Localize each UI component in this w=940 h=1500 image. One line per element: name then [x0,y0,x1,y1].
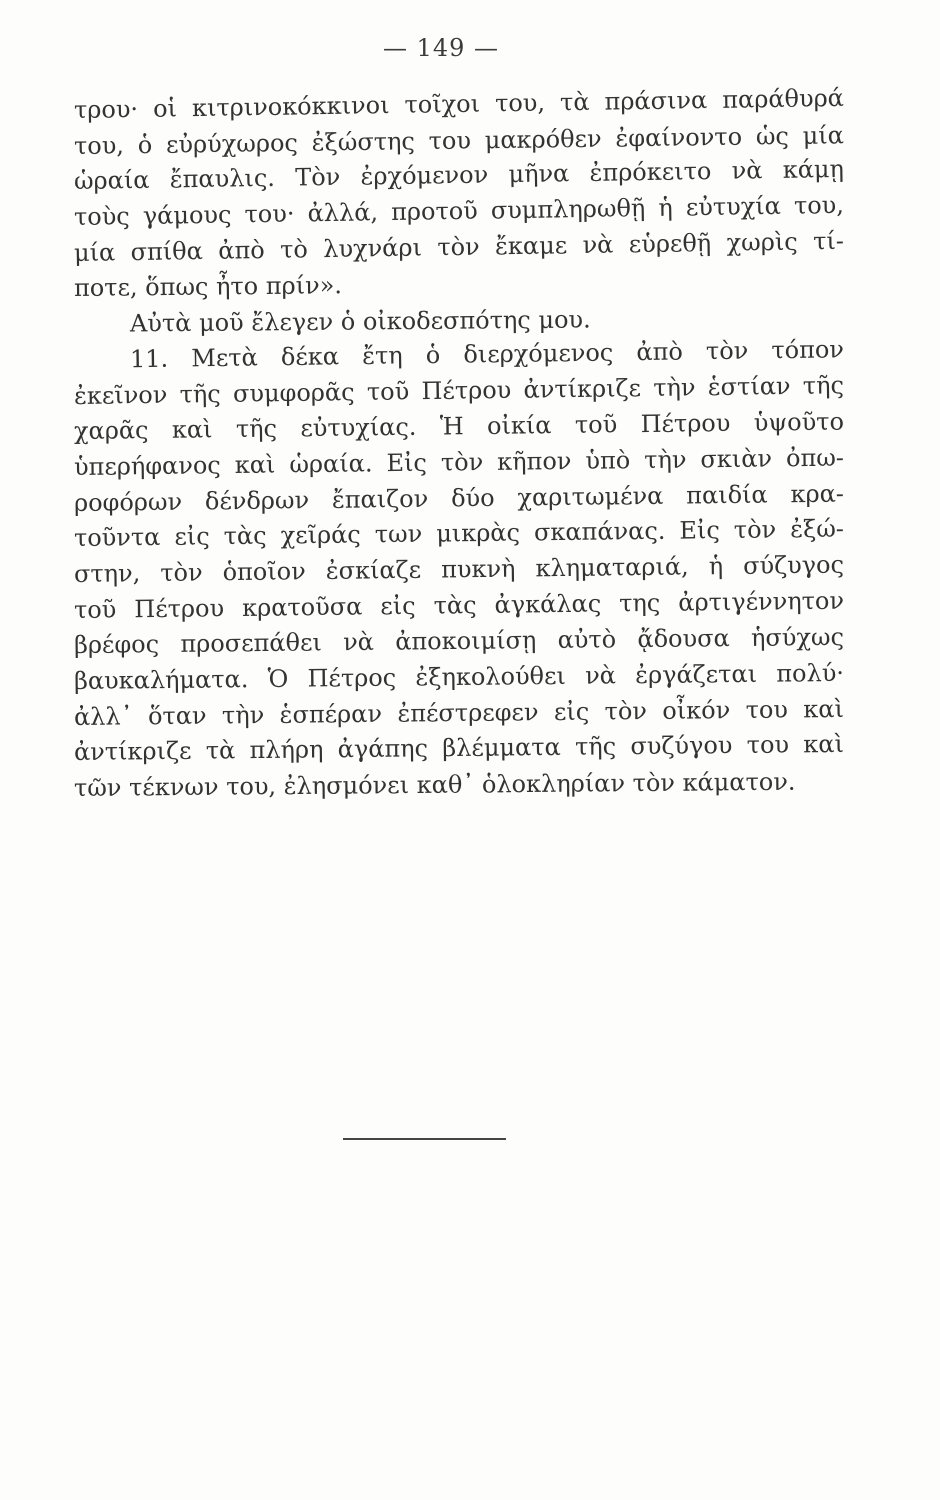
text-line: τοὺς γάμους του· ἀλλά, προτοῦ συμπληρωθῇ ἡ εὐτυχία του, [73,190,845,232]
text-line: τοῦ Πέτρου κρατοῦσα εἰς τὰς ἀγκάλας της ἀρτιγέννητον [73,586,845,624]
text-line: ἀλλ᾽ ὅταν τὴν ἑσπέραν ἐπέστρεφεν εἰς τὸν οἶκόν του καὶ [73,694,845,731]
body-text [73,83,845,807]
text-line: στην, τὸν ὁποῖον ἐσκίαζε πυκνὴ κληματαριά, ἡ σύζυγος [73,550,845,588]
text-line: βρέφος προσεπάθει νὰ ἀποκοιμίσῃ αὐτὸ ᾄδουσα ἡσύχως [73,623,845,660]
text-line: ποτε, ὅπως ἦτο πρίν». [73,271,343,303]
section-heading-line: 11. Μετὰ δέκα ἔτη ὁ διερχόμενος ἀπὸ τὸν τόπον [129,335,845,374]
text-line: ἀντίκριζε τὰ πλήρη ἀγάπης βλέμματα τῆς συζύγου του καὶ [73,730,845,767]
text-line: ἐκεῖνον τῆς συμφορᾶς τοῦ Πέτρου ἀντίκριζε τὴν ἑστίαν τῆς [73,370,845,410]
text-line: χαρᾶς καὶ τῆς εὐτυχίας. Ἡ οἰκία τοῦ Πέτρου ὑψοῦτο [73,407,845,446]
text-line: μία σπίθα ἀπὸ τὸ λυχνάρι τὸν ἔκαμε νὰ εὑρεθῇ χωρὶς τί- [73,226,845,267]
text-line: τοῦντα εἰς τὰς χεῖράς των μικρὰς σκαπάνας. Εἰς τὸν ἐξώ- [73,514,845,553]
text-line: ὑπερήφανος καὶ ὡραία. Εἰς τὸν κῆπον ὑπὸ τὴν σκιὰν ὀπω- [73,443,845,481]
text-line: τῶν τέκνων του, ἐλησμόνει καθ᾽ ὁλοκληρίαν τὸν κάματον. [73,767,796,803]
page-number: — 149 — [382,34,500,62]
text-line: ροφόρων δένδρων ἔπαιζον δύο χαριτωμένα παιδία κρα- [73,479,845,517]
text-line: τρου· οἱ κιτρινοκόκκινοι τοῖχοι του, τὰ πράσινα παράθυρά [73,83,845,124]
section-divider [343,1138,506,1140]
text-line: βαυκαλήματα. Ὁ Πέτρος ἐξηκολούθει νὰ ἐργάζεται πολύ· [73,658,845,695]
text-line: ὡραία ἔπαυλις. Τὸν ἐρχόμενον μῆνα ἐπρόκειτο νὰ κάμῃ [73,155,845,196]
text-line: Αὐτὰ μοῦ ἔλεγεν ὁ οἰκοδεσπότης μου. [129,305,591,338]
text-line: του, ὁ εὐρύχωρος ἐξώστης του μακρόθεν ἐφαίνοντο ὡς μία [73,120,845,160]
